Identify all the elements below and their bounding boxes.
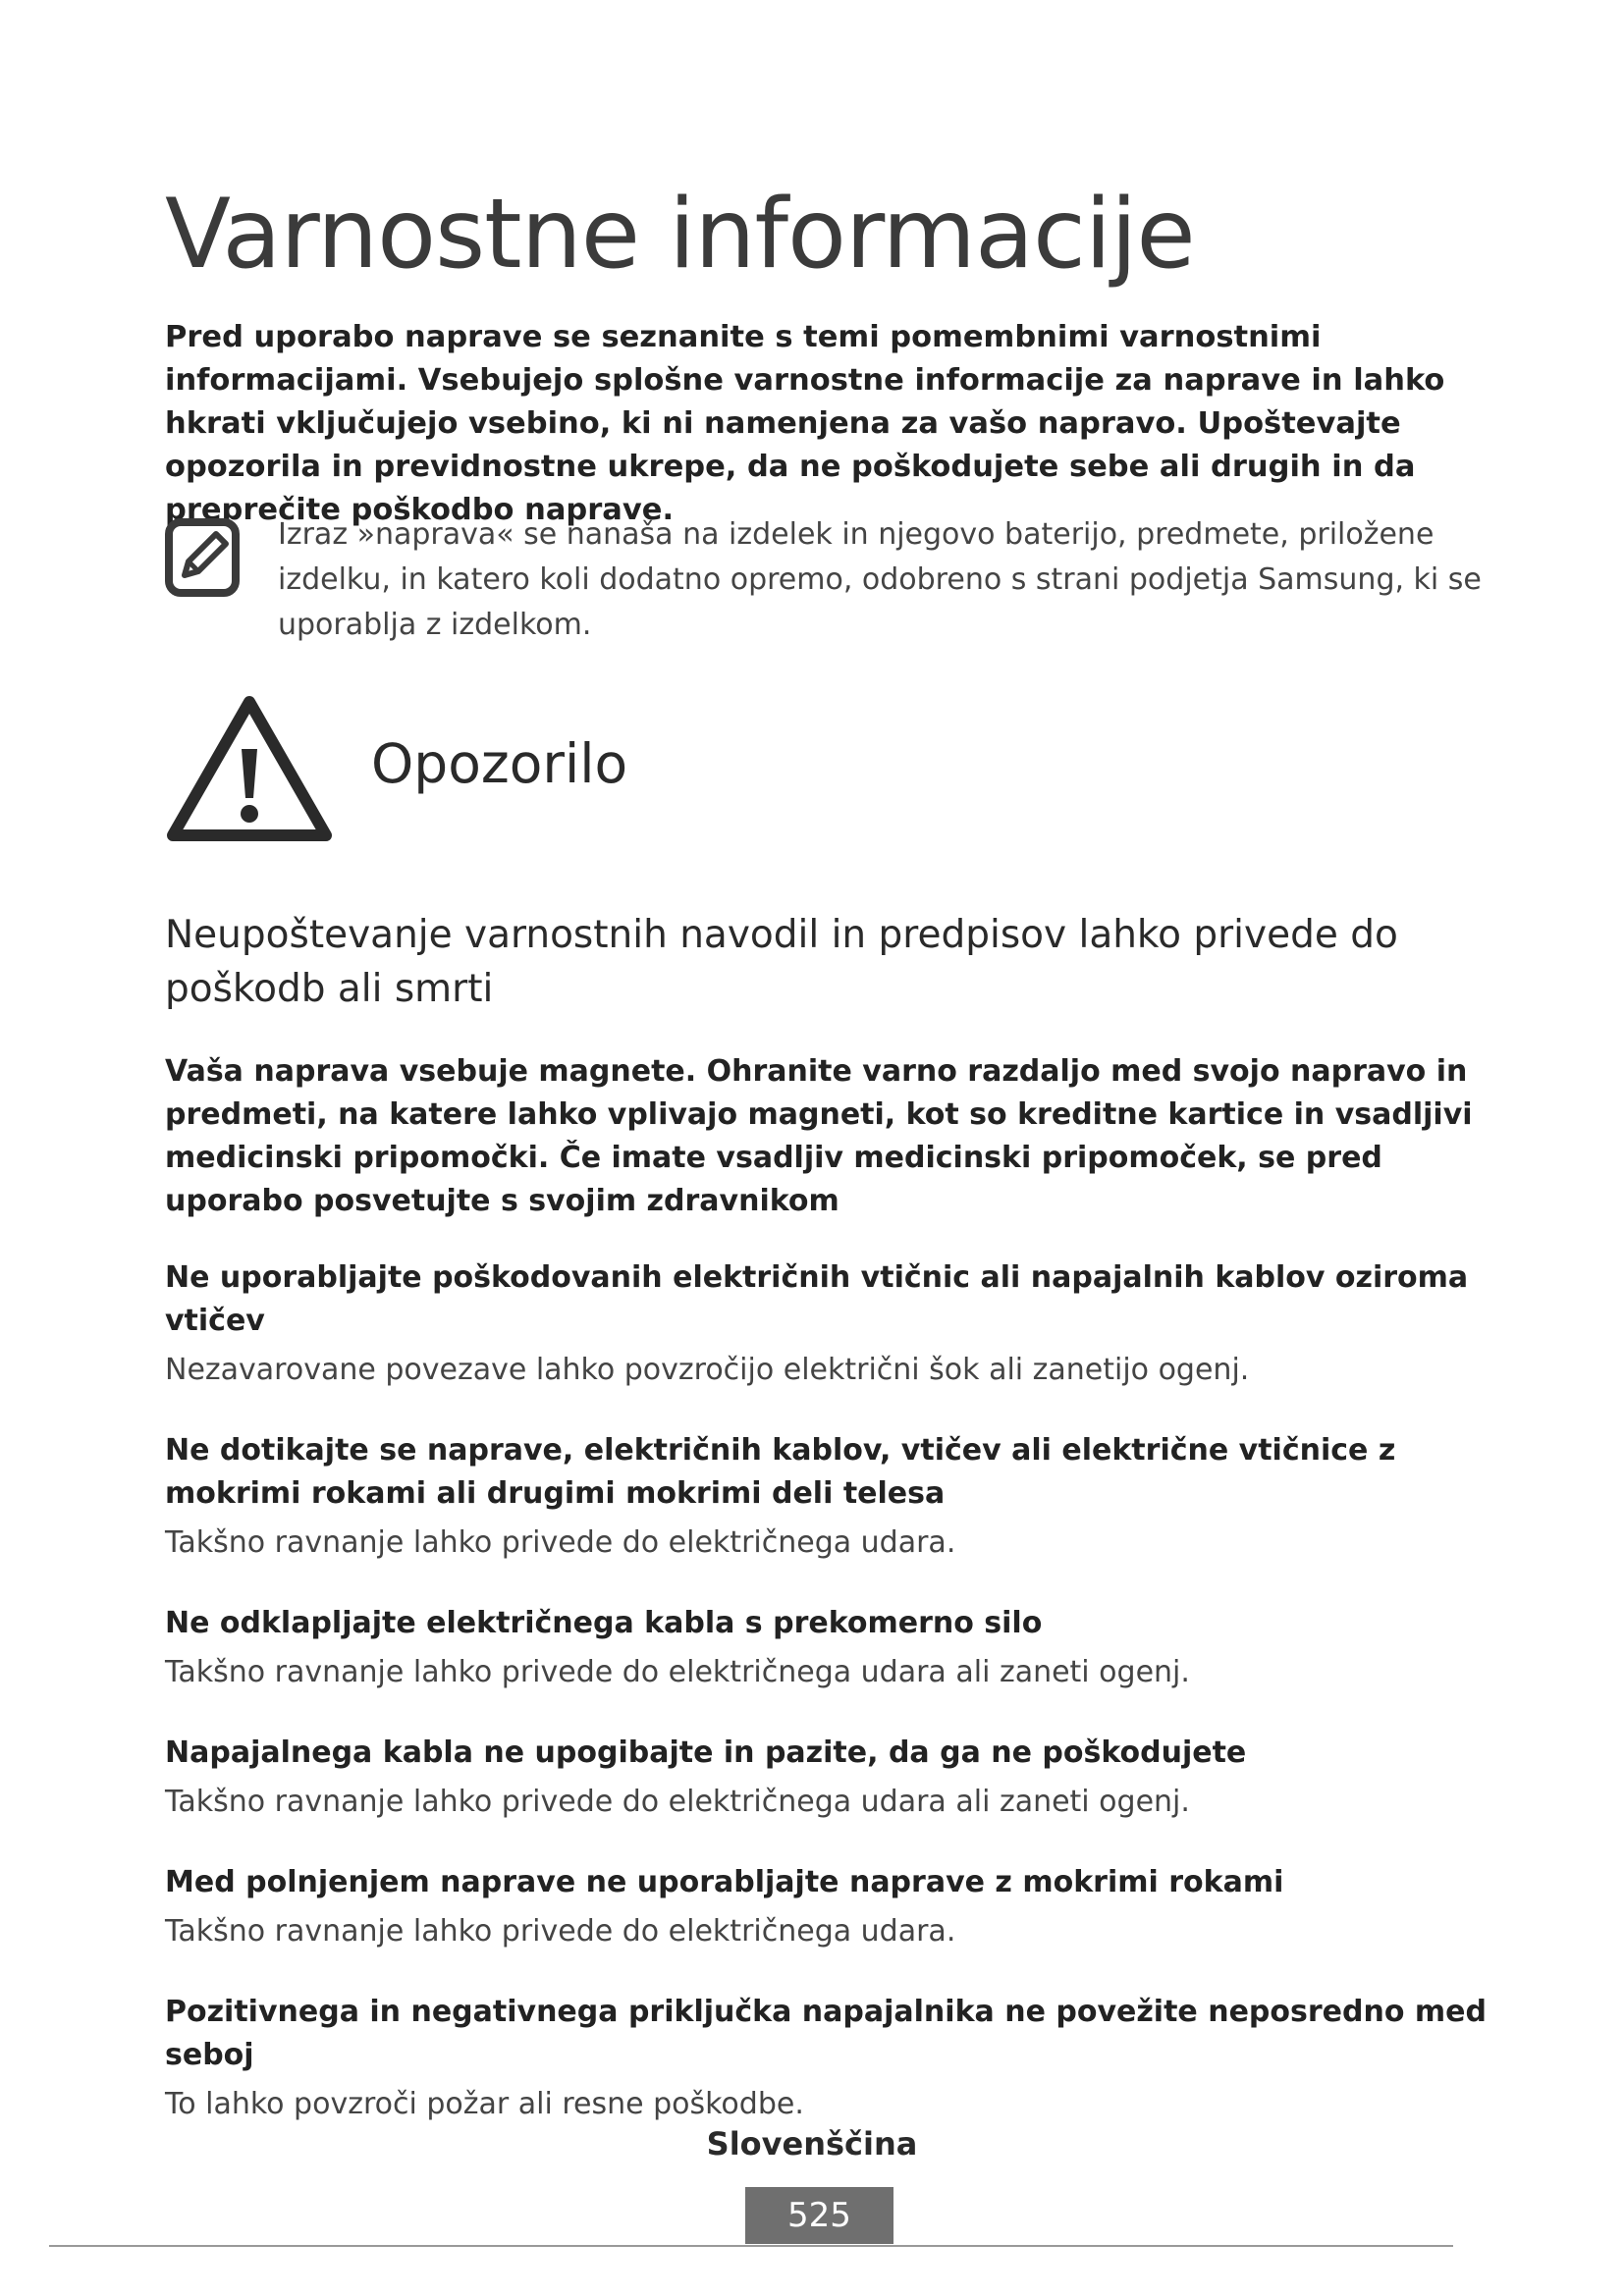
warning-item — [165, 1602, 1515, 1694]
warning-title: Opozorilo — [371, 732, 628, 795]
warning-item-desc: Takšno ravnanje lahko privede do električnega udara ali zaneti ogenj. — [165, 1655, 1190, 1689]
note-text: Izraz »naprava« se nanaša na izdelek in njegovo baterijo, predmete, priložene izdelku, in katero koli dodatno opremo, odobreno s strani podjetja Samsung, ki se uporablja z izdelkom. — [278, 517, 1482, 642]
warning-item-title: Napajalnega kabla ne upogibajte in pazite, da ga ne poškodujete — [165, 1735, 1247, 1770]
warning-items — [165, 1050, 1515, 2163]
note-pencil-icon — [165, 518, 240, 597]
magnet-warning-text: Vaša naprava vsebuje magnete. Ohranite varno razdaljo med svojo napravo in predmeti, na katere lahko vplivajo magneti, kot so kreditne kartice in vsadljivi medicinski pripomočki. Če imate vsadljiv medicinski pripomoček, se pred uporabo posvetujte s svojim zdravnikom — [165, 1054, 1473, 1218]
warning-triangle-icon — [165, 692, 334, 844]
warning-item-desc: Nezavarovane povezave lahko povzročijo električni šok ali zanetijo ogenj. — [165, 1353, 1250, 1387]
warning-item-desc: Takšno ravnanje lahko privede do električnega udara ali zaneti ogenj. — [165, 1785, 1190, 1819]
warning-item — [165, 1429, 1515, 1565]
warning-item — [165, 1732, 1515, 1824]
warning-item-title: Ne uporabljajte poškodovanih električnih vtičnic ali napajalnih kablov oziroma vtičev — [165, 1260, 1469, 1338]
warning-item-desc: Takšno ravnanje lahko privede do električnega udara. — [165, 1914, 956, 1949]
warning-item-title: Med polnjenjem naprave ne uporabljajte naprave z mokrimi rokami — [165, 1865, 1284, 1899]
intro-paragraph: Pred uporabo naprave se seznanite s temi pomembnimi varnostnimi informacijami. Vsebujejo splošne varnostne informacije za naprave in lahko hkrati vključujejo vsebino, ki ni namenjena za vašo napravo. Upoštevajte opozorila in previdnostne ukrepe, da ne poškodujete sebe ali drugih in da preprečite poškodbo naprave. — [165, 320, 1445, 527]
section-heading: Neupoštevanje varnostnih navodil in predpisov lahko privede do poškodb ali smrti — [165, 913, 1398, 1011]
footer-divider — [49, 2245, 1453, 2247]
warning-item-title: Pozitivnega in negativnega priključka napajalnika ne povežite neposredno med seboj — [165, 1995, 1487, 2072]
warning-item-desc: To lahko povzroči požar ali resne poškodbe. — [165, 2087, 804, 2121]
magnet-warning — [165, 1050, 1515, 1223]
warning-item-title: Ne dotikajte se naprave, električnih kablov, vtičev ali električne vtičnice z mokrimi rokami ali drugimi mokrimi deli telesa — [165, 1433, 1396, 1511]
page-title: Varnostne informacije — [165, 179, 1195, 291]
warning-item-title: Ne odklapljajte električnega kabla s prekomerno silo — [165, 1606, 1043, 1640]
warning-item — [165, 1861, 1515, 1953]
warning-item — [165, 1256, 1515, 1392]
warning-item — [165, 1991, 1515, 2126]
page-number: 525 — [745, 2187, 893, 2244]
warning-item-desc: Takšno ravnanje lahko privede do električnega udara. — [165, 1525, 956, 1560]
footer-language: Slovenščina — [706, 2125, 918, 2163]
